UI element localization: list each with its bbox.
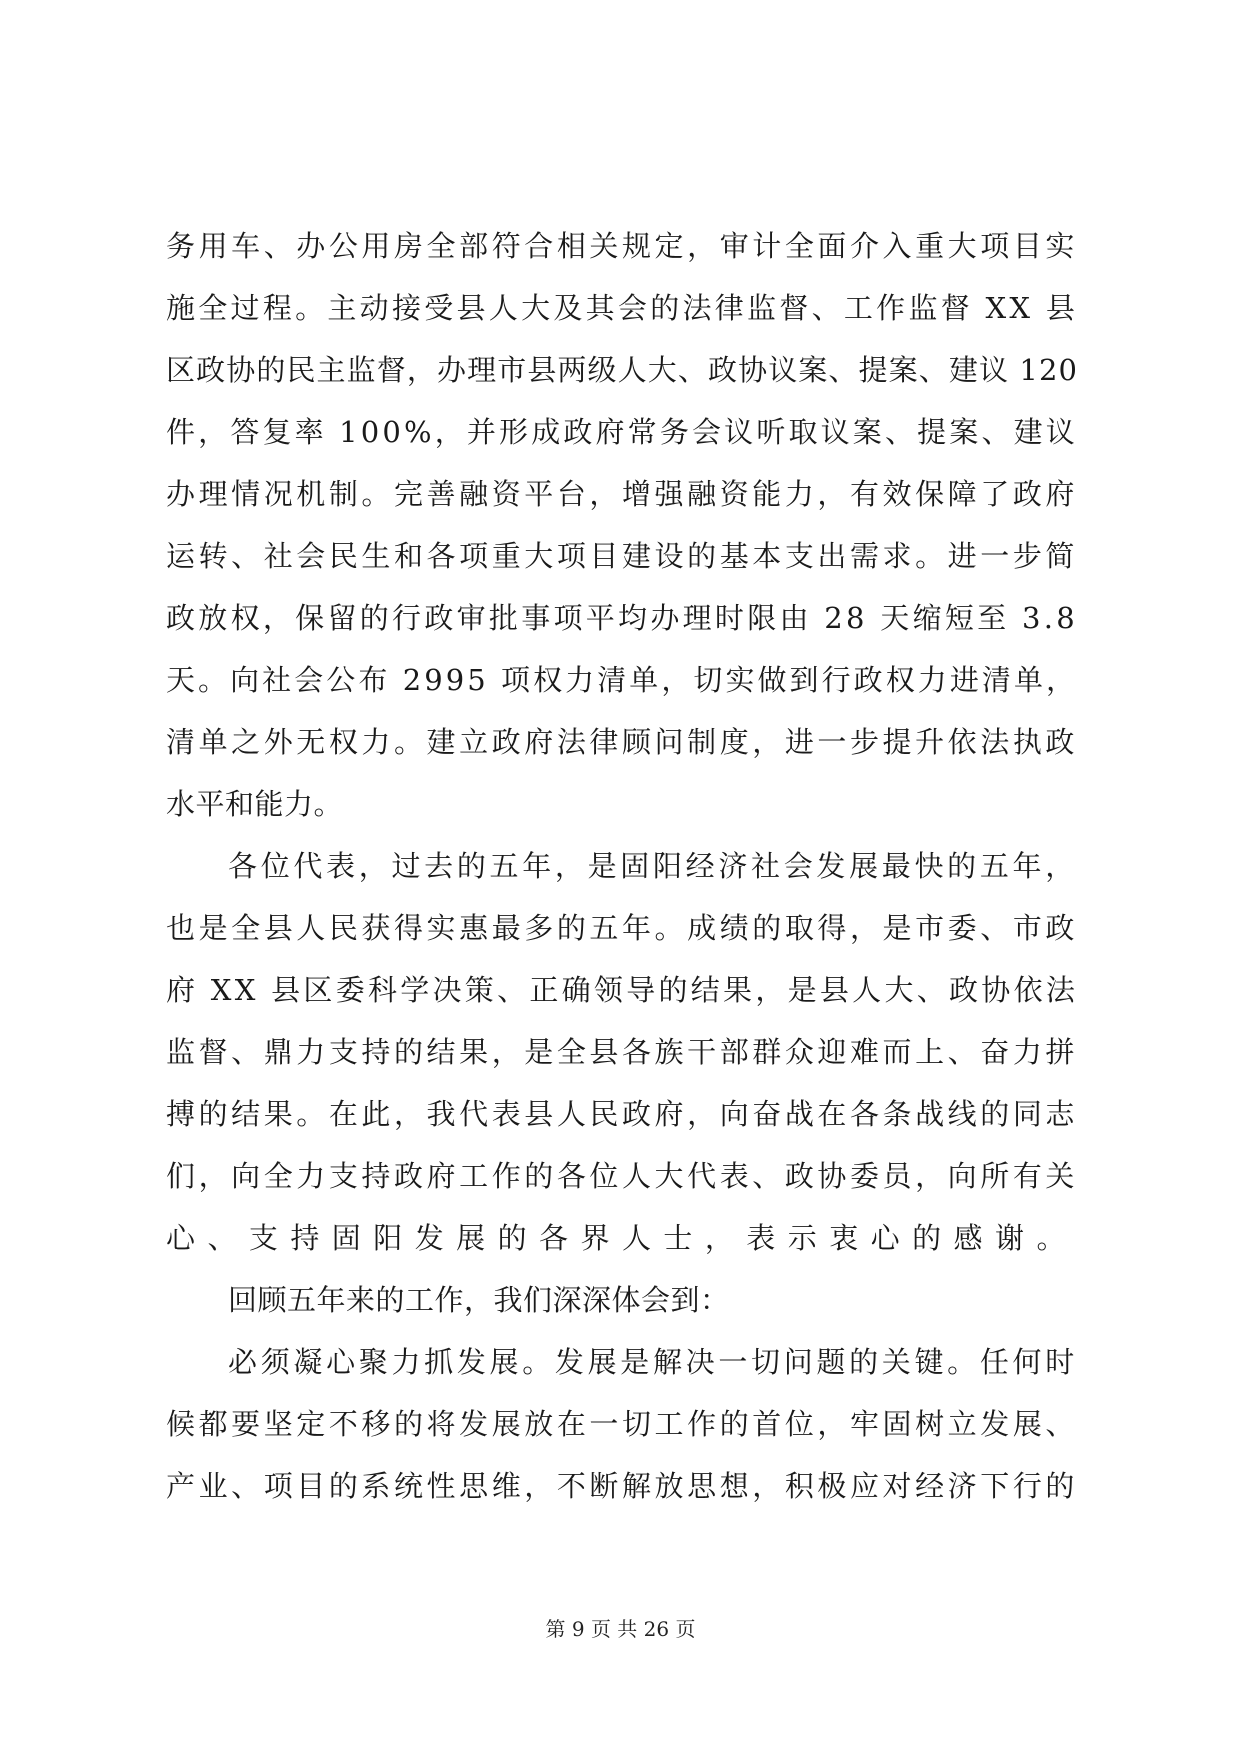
text-line: 们，向全力支持政府工作的各位人大代表、政协委员，向所有关 — [166, 1159, 1078, 1193]
text-line: 搏的结果。在此，我代表县人民政府，向奋战在各条战线的同志 — [166, 1097, 1078, 1131]
text-line: 施全过程。主动接受县人大及其会的法律监督、工作监督 XX 县 — [166, 291, 1079, 325]
text-line: 运转、社会民生和各项重大项目建设的基本支出需求。进一步简 — [166, 539, 1078, 573]
paragraph-first-line: 回顾五年来的工作，我们深深体会到： — [228, 1283, 730, 1317]
text-line: 天。向社会公布 2995 项权力清单，切实做到行政权力进清单， — [166, 663, 1079, 697]
text-line: 区政协的民主监督，办理市县两级人大、政协议案、提案、建议 120 — [166, 353, 1079, 387]
text-line: 心、支持固阳发展的各界人士，表示衷心的感谢。 — [166, 1221, 1078, 1255]
text-line: 办理情况机制。完善融资平台，增强融资能力，有效保障了政府 — [166, 477, 1078, 511]
text-line: 务用车、办公用房全部符合相关规定，审计全面介入重大项目实 — [166, 229, 1078, 263]
text-line: 件，答复率 100%，并形成政府常务会议听取议案、提案、建议 — [166, 415, 1078, 449]
text-line: 也是全县人民获得实惠最多的五年。成绩的取得，是市委、市政 — [166, 911, 1078, 945]
paragraph-first-line: 必须凝心聚力抓发展。发展是解决一切问题的关键。任何时 — [228, 1345, 1078, 1379]
page-number-footer: 第 9 页 共 26 页 — [545, 1617, 696, 1641]
text-line: 清单之外无权力。建立政府法律顾问制度，进一步提升依法执政 — [166, 725, 1078, 759]
text-line: 监督、鼎力支持的结果，是全县各族干部群众迎难而上、奋力拼 — [166, 1035, 1078, 1069]
text-line: 政放权，保留的行政审批事项平均办理时限由 28 天缩短至 3.8 — [166, 601, 1078, 635]
text-line: 产业、项目的系统性思维，不断解放思想，积极应对经济下行的 — [166, 1469, 1078, 1503]
text-line: 府 XX 县区委科学决策、正确领导的结果，是县人大、政协依法 — [166, 973, 1079, 1007]
text-line: 水平和能力。 — [166, 787, 344, 821]
text-line: 候都要坚定不移的将发展放在一切工作的首位，牢固树立发展、 — [166, 1407, 1078, 1441]
paragraph-first-line: 各位代表，过去的五年，是固阳经济社会发展最快的五年， — [228, 849, 1078, 883]
